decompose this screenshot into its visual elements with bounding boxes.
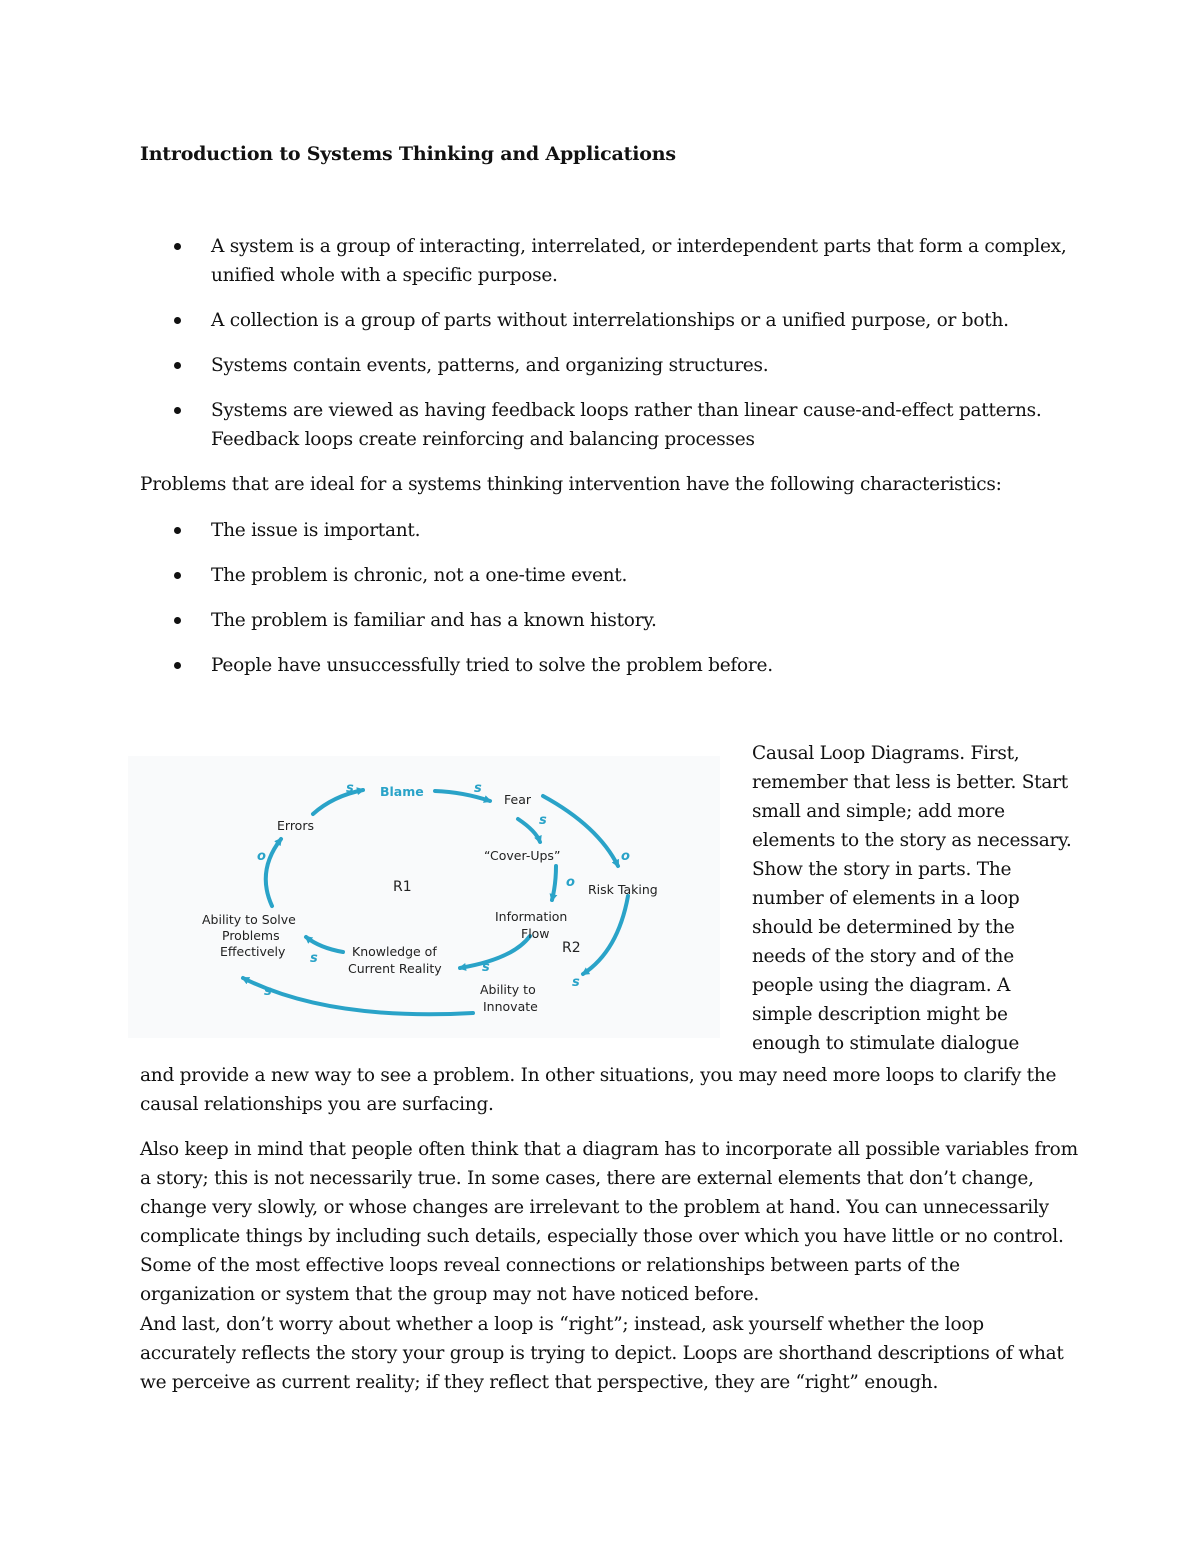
node-ability-solve-line3: Effectively bbox=[220, 944, 286, 959]
loop-label-r1: R1 bbox=[393, 879, 412, 895]
loop-label-r2: R2 bbox=[562, 940, 581, 956]
bullet-icon bbox=[174, 662, 181, 669]
bullet-icon bbox=[174, 572, 181, 579]
node-knowledge-line1: Knowledge of bbox=[352, 944, 437, 959]
bullet-icon bbox=[174, 407, 181, 414]
causal-loop-svg bbox=[128, 756, 720, 1038]
arrow-risk-innovate bbox=[583, 896, 628, 974]
arrow-innovate-ability bbox=[243, 978, 473, 1014]
arrow-errors-blame bbox=[313, 790, 363, 814]
node-knowledge-line2: Current Reality bbox=[348, 961, 442, 976]
list-item: A system is a group of interacting, interrelated, or interdependent parts that form a complex, unified whole with a specific purpose. bbox=[140, 232, 1080, 290]
polarity-s: s bbox=[346, 781, 354, 796]
loop-correctness-paragraph: And last, don’t worry about whether a loop is “right”; instead, ask yourself whether the loop accurately reflects the story your group is trying to depict. Loops are shorthand descriptions of what we perceive as current reality; if they reflect that perspective, they are “right” enough. bbox=[140, 1314, 1064, 1393]
arrow-knowledge-ability bbox=[306, 937, 343, 952]
node-ability-solve-line1: Ability to Solve bbox=[202, 912, 296, 927]
list-item: The problem is familiar and has a known history. bbox=[140, 606, 1080, 635]
problem-characteristics-list bbox=[140, 516, 1080, 696]
bullet-icon bbox=[174, 527, 181, 534]
bullet-icon bbox=[174, 617, 181, 624]
system-definitions-list bbox=[140, 232, 1080, 470]
list-item: Systems contain events, patterns, and organizing structures. bbox=[140, 351, 1080, 380]
causal-loop-diagram bbox=[128, 756, 720, 1038]
polarity-s: s bbox=[572, 975, 580, 990]
node-ability-solve-line2: Problems bbox=[222, 928, 280, 943]
node-information-flow-line1: Information bbox=[495, 909, 568, 924]
node-information-flow-line2: Flow bbox=[521, 926, 550, 941]
node-fear: Fear bbox=[504, 792, 531, 807]
bullet-icon bbox=[174, 243, 181, 250]
arrow-blame-fear bbox=[435, 791, 490, 801]
causal-loop-continuation: and provide a new way to see a problem. In other situations, you may need more loops to clarify the causal relationships you are surfacing. bbox=[140, 1065, 1057, 1115]
node-innovate-line2: Innovate bbox=[483, 999, 538, 1014]
arrow-ability-errors bbox=[266, 839, 281, 906]
list-item: People have unsuccessfully tried to solve the problem before. bbox=[140, 651, 1080, 680]
polarity-o: o bbox=[621, 849, 630, 864]
bullet-icon bbox=[174, 317, 181, 324]
polarity-o: o bbox=[257, 849, 266, 864]
causal-loop-description: Causal Loop Diagrams. First, remember that less is better. Start small and simple; add more elements to the story as necessary. Show the story in parts. The number of elements in a loop should be determined by the needs of the story and of the people using the diagram. A simple description might be enough to stimulate dialogue bbox=[752, 743, 1072, 1054]
node-blame: Blame bbox=[380, 784, 424, 799]
polarity-s: s bbox=[474, 781, 482, 796]
polarity-s: s bbox=[482, 960, 490, 975]
node-risk-taking: Risk Taking bbox=[588, 882, 658, 897]
node-cover-ups: “Cover-Ups” bbox=[484, 848, 561, 863]
page-title: Introduction to Systems Thinking and Applications bbox=[140, 143, 676, 165]
polarity-s: s bbox=[264, 984, 272, 999]
list-item: The issue is important. bbox=[140, 516, 1080, 545]
polarity-o: o bbox=[566, 875, 575, 890]
polarity-s: s bbox=[539, 813, 547, 828]
polarity-s: s bbox=[310, 951, 318, 966]
node-innovate-line1: Ability to bbox=[480, 982, 536, 997]
problems-intro-paragraph: Problems that are ideal for a systems thinking intervention have the following characteristics: bbox=[140, 474, 1002, 495]
node-errors: Errors bbox=[277, 818, 314, 833]
list-item: The problem is chronic, not a one-time event. bbox=[140, 561, 1080, 590]
list-item: Systems are viewed as having feedback loops rather than linear cause-and-effect patterns. Feedback loops create reinforcing and balancing processes bbox=[140, 396, 1080, 454]
arrow-fear-coverups bbox=[518, 819, 540, 842]
arrow-info-knowledge bbox=[460, 936, 530, 968]
list-item: A collection is a group of parts without interrelationships or a unified purpose, or both. bbox=[140, 306, 1080, 335]
arrow-coverups-info bbox=[552, 866, 556, 900]
variables-paragraph: Also keep in mind that people often think that a diagram has to incorporate all possible variables from a story; this is not necessarily true. In some cases, there are external elements that don’t change, change very slowly, or whose changes are irrelevant to the problem at hand. You can unnecessarily complicate things by including such details, especially those over which you have little or no control. Some of the most effective loops reveal connections or relationships between parts of the organization or system that the group may not have noticed before. bbox=[140, 1139, 1078, 1305]
bullet-icon bbox=[174, 362, 181, 369]
